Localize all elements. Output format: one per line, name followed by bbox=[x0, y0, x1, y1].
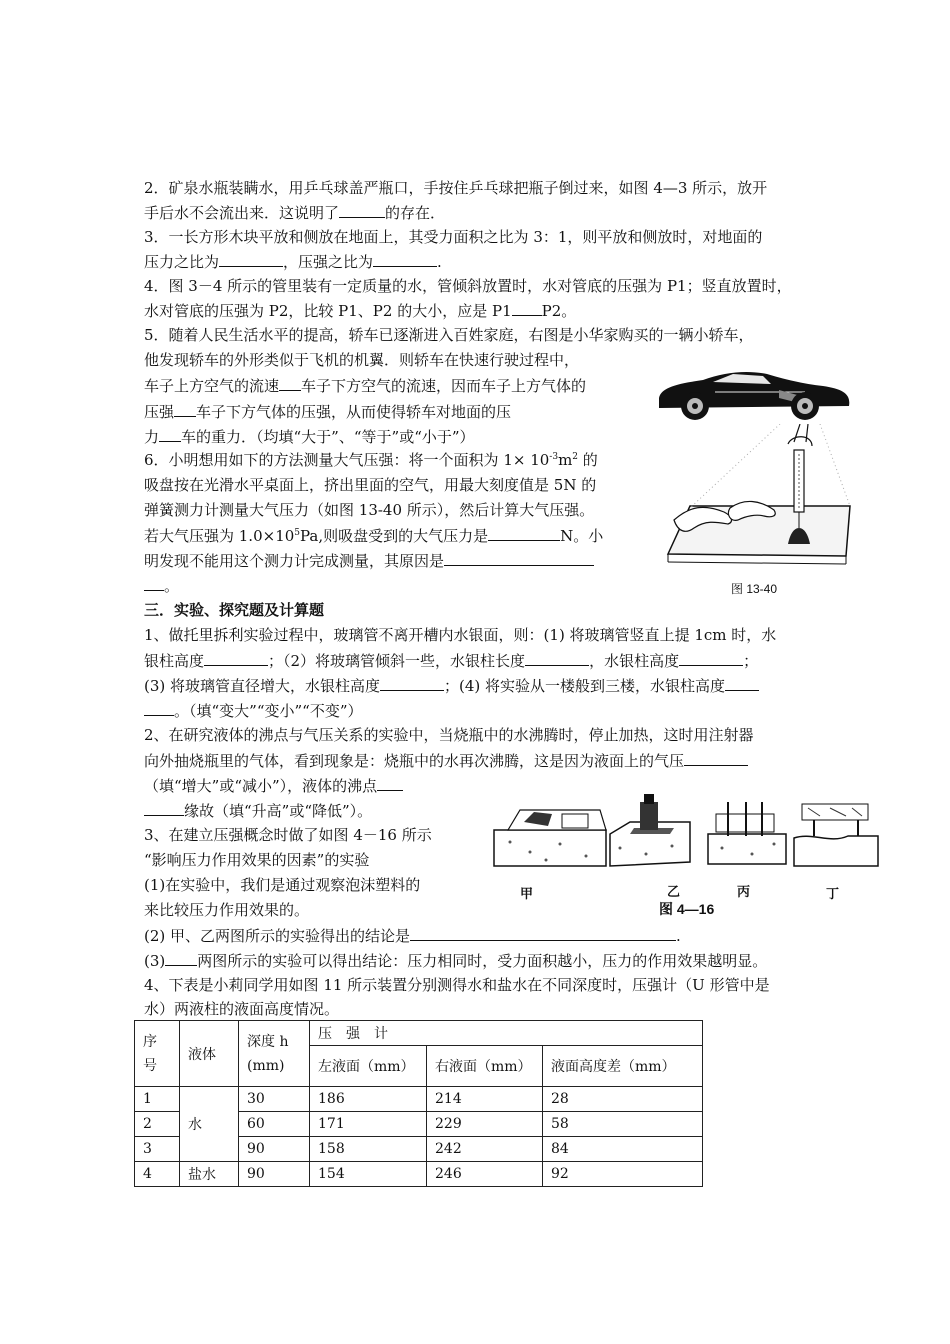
table-row bbox=[135, 1162, 703, 1187]
q5-text-a: 车子上方空气的流速 bbox=[144, 377, 280, 395]
cell-right: 242 bbox=[427, 1137, 543, 1162]
answer-blank[interactable] bbox=[174, 400, 196, 417]
header-depth bbox=[239, 1021, 310, 1087]
q6-line6 bbox=[144, 574, 179, 597]
e1-text-b: ；（2）将玻璃管倾斜一些，水银柱长度 bbox=[268, 652, 526, 670]
e3-text-a: (2) 甲、乙两图所示的实验得出的结论是 bbox=[144, 927, 411, 945]
foam-block-b bbox=[610, 794, 690, 866]
q5-line3 bbox=[144, 374, 586, 397]
answer-blank[interactable] bbox=[204, 649, 268, 666]
figure-13-40-caption: 图 13-40 bbox=[731, 582, 778, 596]
header-index bbox=[135, 1021, 180, 1087]
q6-text-b: m bbox=[558, 451, 573, 469]
e1-text-a: 银柱高度 bbox=[144, 652, 205, 670]
cell-no: 2 bbox=[135, 1112, 180, 1137]
q6-line2: 吸盘按在光滑水平桌面上，挤出里面的空气，用最大刻度值是 5N 的 bbox=[144, 476, 597, 494]
answer-blank[interactable] bbox=[410, 924, 676, 941]
e3-line2: “影响压力作用效果的因素”的实验 bbox=[144, 851, 370, 869]
answer-blank[interactable] bbox=[373, 250, 437, 267]
answer-blank[interactable] bbox=[144, 699, 174, 716]
answer-blank[interactable] bbox=[165, 949, 197, 966]
answer-blank[interactable] bbox=[377, 774, 403, 791]
answer-blank[interactable] bbox=[725, 674, 759, 691]
e1-text-f: ；(4) 将实验从一楼般到三楼，水银柱高度 bbox=[444, 677, 726, 695]
cell-depth: 60 bbox=[239, 1112, 310, 1137]
e2-line2 bbox=[144, 749, 748, 772]
header-right: 右液面（mm） bbox=[427, 1046, 543, 1087]
figure-label-c: 丙 bbox=[737, 884, 751, 899]
cell-depth: 90 bbox=[239, 1162, 310, 1187]
cell-diff: 28 bbox=[543, 1087, 703, 1112]
answer-blank[interactable] bbox=[525, 649, 589, 666]
e1-text-e: (3) 将玻璃管直径增大，水银柱高度 bbox=[144, 677, 381, 695]
e3-line1: 3、在建立压强概念时做了如图 4－16 所示 bbox=[144, 826, 432, 844]
answer-blank[interactable] bbox=[219, 250, 283, 267]
cell-diff: 92 bbox=[543, 1162, 703, 1187]
q5-text-e: 力 bbox=[144, 428, 160, 446]
answer-blank[interactable] bbox=[444, 549, 594, 566]
q4-line2 bbox=[144, 299, 576, 322]
answer-blank[interactable] bbox=[339, 201, 385, 218]
q6-text-g: 明发现不能用这个测力计完成测量，其原因是 bbox=[144, 552, 445, 570]
q3-text-a: 压力之比为 bbox=[144, 253, 220, 271]
e3-text-c: (3) bbox=[144, 952, 166, 970]
section-3-title: 三．实验、探究题及计算题 bbox=[144, 601, 325, 619]
q5-text-c: 压强 bbox=[144, 403, 175, 421]
car-figure bbox=[655, 368, 853, 424]
q3-text-c: . bbox=[437, 253, 442, 271]
figure-label-d: 丁 bbox=[826, 886, 840, 901]
q3-text-b: ，压强之比为 bbox=[283, 253, 374, 271]
q3-line2 bbox=[144, 250, 442, 273]
e2-text-c: 缘故（填“升高”或“降低”）。 bbox=[184, 802, 373, 820]
e2-text-b: （填“增大”或“减小”），液体的沸点 bbox=[144, 777, 378, 795]
header-text: (mm) bbox=[247, 1057, 285, 1074]
e1-line2 bbox=[144, 649, 758, 672]
cell-left: 186 bbox=[310, 1087, 427, 1112]
q5-text-b: 车子下方空气的流速，因而车子上方气体的 bbox=[301, 377, 587, 395]
answer-blank[interactable] bbox=[279, 374, 301, 391]
answer-blank[interactable] bbox=[380, 674, 444, 691]
foam-block-a bbox=[494, 810, 606, 866]
q6-exponent: 5 bbox=[294, 528, 301, 538]
cell-depth: 30 bbox=[239, 1087, 310, 1112]
e1-text-d: ； bbox=[743, 652, 759, 670]
q5-line5 bbox=[144, 425, 475, 448]
e3-text-d: 两图所示的实验可以得出结论：压力相同时，受力面积越小，压力的作用效果越明显。 bbox=[197, 952, 768, 970]
e1-text-g: 。（填“变大”“变小”“不变”） bbox=[174, 702, 363, 720]
cell-right: 214 bbox=[427, 1087, 543, 1112]
table-header-row bbox=[135, 1021, 703, 1046]
q6-text-f: N。小 bbox=[560, 527, 604, 545]
header-gauge: 压 强 计 bbox=[310, 1021, 703, 1046]
e1-text-c: ，水银柱高度 bbox=[589, 652, 680, 670]
header-text: 号 bbox=[143, 1057, 157, 1074]
answer-blank[interactable] bbox=[488, 524, 560, 541]
header-liquid: 液体 bbox=[180, 1021, 239, 1087]
q3-line1: 3．一长方形木块平放和侧放在地面上，其受力面积之比为 3：1，则平放和侧放时，对地面的 bbox=[144, 228, 763, 246]
cell-depth: 90 bbox=[239, 1137, 310, 1162]
q6-line3: 弹簧测力计测量大气压力（如图 13-40 所示），然后计算大气压强。 bbox=[144, 501, 595, 519]
e3-text-b: . bbox=[676, 927, 681, 945]
cell-left: 158 bbox=[310, 1137, 427, 1162]
q5-text-f: 车的重力．（均填“大于”、“等于”或“小于”） bbox=[181, 428, 475, 446]
e2-line3 bbox=[144, 774, 403, 797]
q2-line2 bbox=[144, 201, 445, 224]
answer-blank[interactable] bbox=[144, 574, 164, 591]
figure-label-b: 乙 bbox=[667, 884, 681, 899]
q5-text-d: 车子下方气体的压强，从而使得轿车对地面的压 bbox=[196, 403, 512, 421]
pressure-table bbox=[134, 1020, 703, 1187]
answer-blank[interactable] bbox=[144, 799, 184, 816]
q6-text-d: 若大气压强为 1.0×10 bbox=[144, 527, 295, 545]
cell-liquid: 水 bbox=[180, 1087, 239, 1162]
q6-text-e: Pa,则吸盘受到的大气压力是 bbox=[300, 527, 489, 545]
e2-line1: 2、在研究液体的沸点与气压关系的实验中，当烧瓶中的水沸腾时，停止加热，这时用注射器 bbox=[144, 726, 754, 744]
q2-line1: 2．矿泉水瓶装瞒水，用乒乓球盖严瓶口，手按住乒乓球把瓶子倒过来，如图 4—3 所示，放开 bbox=[144, 179, 768, 197]
q4-line1: 4．图 3－4 所示的管里装有一定质量的水，管倾斜放置时，水对管底的压强为 P1；竖直放置时， bbox=[144, 277, 792, 295]
q2-text-a: 手后水不会流出来．这说明了 bbox=[144, 204, 340, 222]
cell-diff: 84 bbox=[543, 1137, 703, 1162]
answer-blank[interactable] bbox=[512, 299, 542, 316]
e3-line6 bbox=[144, 949, 767, 972]
cell-left: 171 bbox=[310, 1112, 427, 1137]
q2-text-b: 的存在． bbox=[385, 204, 446, 222]
figure-4-16-caption: 图 4—16 bbox=[659, 901, 715, 917]
e1-line3 bbox=[144, 674, 759, 697]
header-text: 深度 h bbox=[247, 1033, 289, 1050]
q6-line4 bbox=[144, 524, 603, 547]
q5-line1: 5．随着人民生活水平的提高，轿车已逐渐进入百姓家庭，右图是小华家购买的一辆小轿车， bbox=[144, 326, 754, 344]
header-text: 序 bbox=[143, 1033, 157, 1050]
q4-text-b: P2。 bbox=[541, 302, 577, 320]
q6-exponent: 2 bbox=[572, 452, 579, 462]
e2-line4 bbox=[144, 799, 372, 822]
q6-line5 bbox=[144, 549, 594, 572]
header-left: 左液面（mm） bbox=[310, 1046, 427, 1087]
e3-line3: (1)在实验中，我们是通过观察泡沫塑料的 bbox=[144, 876, 421, 894]
cell-diff: 58 bbox=[543, 1112, 703, 1137]
header-diff: 液面高度差（mm） bbox=[543, 1046, 703, 1087]
cell-right: 246 bbox=[427, 1162, 543, 1187]
answer-blank[interactable] bbox=[679, 649, 743, 666]
q6-text-c: 的 bbox=[578, 451, 598, 469]
q6-line1 bbox=[144, 449, 598, 471]
table-row bbox=[135, 1087, 703, 1112]
cell-no: 3 bbox=[135, 1137, 180, 1162]
q6-text-h: 。 bbox=[164, 577, 180, 595]
q5-line2: 他发现轿车的外形类似于飞机的机翼．则轿车在快速行驶过程中， bbox=[144, 351, 580, 369]
answer-blank[interactable] bbox=[159, 425, 181, 442]
e2-text-a: 向外抽烧瓶里的气体，看到现象是：烧瓶中的水再次沸腾，这是因为液面上的气压 bbox=[144, 752, 685, 770]
foam-block-d bbox=[794, 804, 878, 866]
q6-exponent: -3 bbox=[549, 452, 559, 462]
e4-line2: 水）两液柱的液面高度情况。 bbox=[144, 1000, 340, 1018]
cell-right: 229 bbox=[427, 1112, 543, 1137]
figure-4-16 bbox=[490, 792, 882, 872]
e4-line1: 4、下表是小莉同学用如图 11 所示装置分别测得水和盐水在不同深度时，压强计（U 形管中是 bbox=[144, 976, 770, 994]
e1-line4 bbox=[144, 699, 363, 722]
q5-line4 bbox=[144, 400, 511, 423]
q6-text-a: 6．小明想用如下的方法测量大气压强：将一个面积为 1× 10 bbox=[144, 451, 550, 469]
cell-liquid: 盐水 bbox=[180, 1162, 239, 1187]
cell-no: 1 bbox=[135, 1087, 180, 1112]
e3-line5 bbox=[144, 924, 681, 947]
answer-blank[interactable] bbox=[684, 749, 748, 766]
figure-label-a: 甲 bbox=[520, 886, 534, 901]
e1-line1: 1、做托里拆利实验过程中，玻璃管不离开槽内水银面，则：(1) 将玻璃管竖直上提 1cm 时，水 bbox=[144, 626, 777, 644]
e3-line4: 来比较压力作用效果的。 bbox=[144, 901, 310, 919]
cell-left: 154 bbox=[310, 1162, 427, 1187]
foam-block-c bbox=[708, 802, 786, 864]
q4-text-a: 水对管底的压强为 P2，比较 P1、P2 的大小，应是 P1 bbox=[144, 302, 512, 320]
spring-scale-figure bbox=[660, 424, 852, 570]
cell-no: 4 bbox=[135, 1162, 180, 1187]
